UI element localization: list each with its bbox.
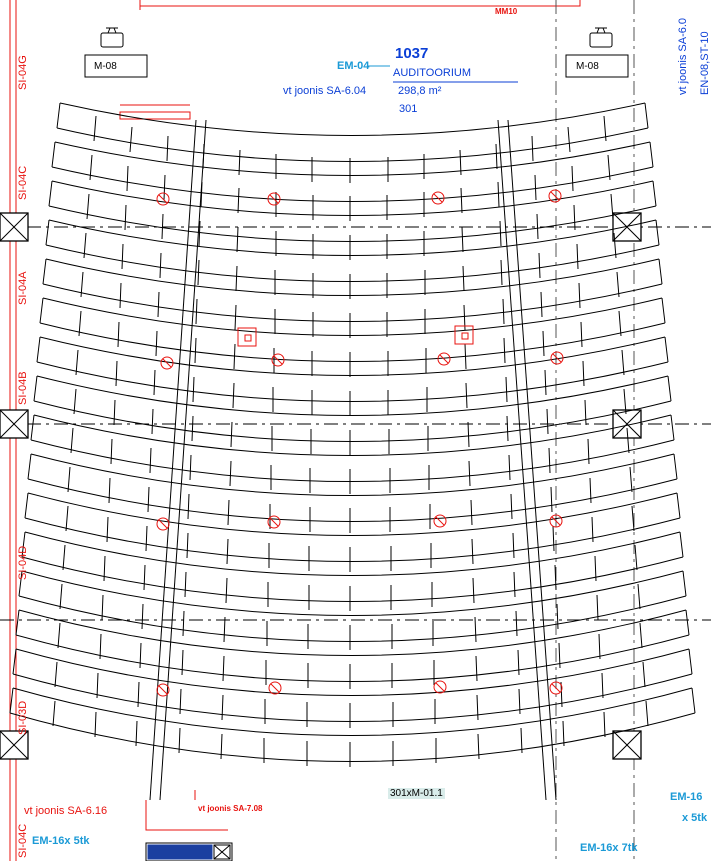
room-number: 1037 (395, 45, 429, 62)
ref-note-sa-708: vt joonis SA-7.08 (198, 804, 263, 813)
axis-label-si-04b: SI-04B (17, 371, 29, 405)
axis-label-si-04a: SI-04A (17, 271, 29, 305)
axis-label-en08-st10: EN-08,ST-10 (699, 31, 711, 95)
label-em16-right-2: x 5tk (682, 812, 708, 824)
room-name: AUDITOORIUM (393, 67, 472, 79)
ref-note-sa-616: vt joonis SA-6.16 (24, 805, 108, 817)
axis-label-si-04g: SI-04G (17, 55, 29, 90)
axis-label-ref-sa-60: vt joonis SA-6.0 (677, 17, 689, 95)
axis-label-si-04c-2: SI-04C (17, 823, 29, 858)
bottom-room-tag: 301xM-01.1 (390, 788, 443, 799)
axis-label-si-04c-1: SI-04C (17, 165, 29, 200)
label-em-04: EM-04 (337, 60, 370, 72)
room-area: 298,8 m² (398, 85, 442, 97)
label-m08-left: M-08 (94, 61, 117, 72)
label-em16-bottom-right: EM-16x 7tk (580, 842, 638, 854)
axis-label-si-03d: SI-03D (17, 700, 29, 735)
label-mm10: MM10 (495, 7, 518, 16)
label-m08-right: M-08 (576, 61, 599, 72)
label-em16-right-1: EM-16 (670, 791, 703, 803)
room-code: 301 (399, 103, 418, 115)
label-em16-bottom-left: EM-16x 5tk (32, 835, 90, 847)
ref-note-top: vt joonis SA-6.04 (283, 85, 367, 97)
axis-label-si-04d: SI-04D (17, 545, 29, 580)
